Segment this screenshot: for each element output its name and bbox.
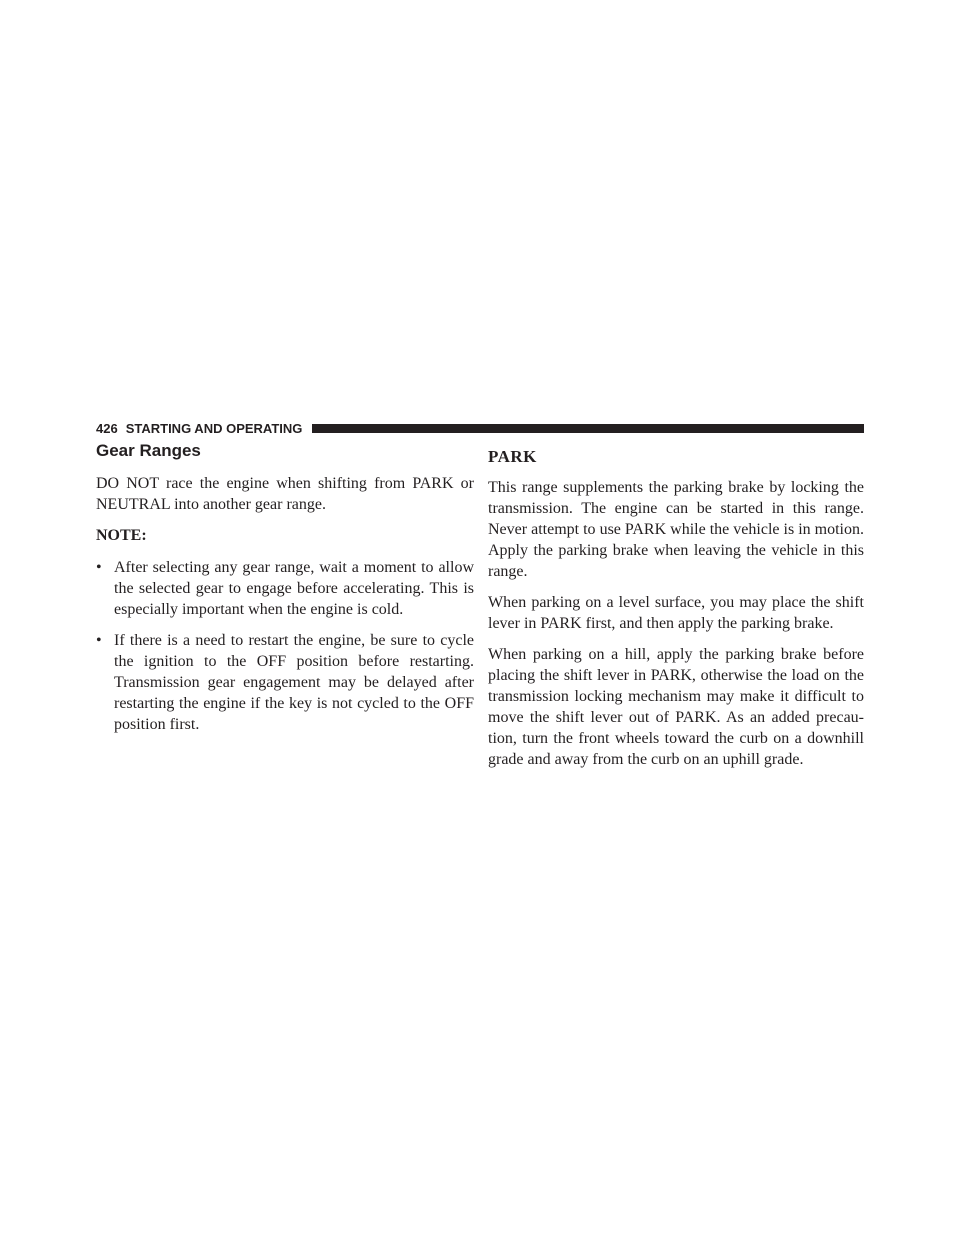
list-item — [96, 557, 474, 620]
bullet-icon: • — [96, 559, 102, 576]
page-header — [96, 420, 864, 436]
list-item — [96, 630, 474, 735]
right-column — [488, 436, 864, 780]
park-paragraph: When parking on a level surface, you may place the shift lever in PARK first, and then apply the parking brake. — [488, 594, 864, 632]
page-number: 426 — [96, 420, 118, 436]
list-item-text: If there is a need to restart the engine, be sure to cycle the ignition to the OFF position before restarting. Transmission gear engagement may be delayed after restarting the engine if the key is not cycled to the OFF position first. — [114, 632, 474, 733]
note-label: NOTE: — [96, 527, 147, 544]
left-column — [96, 436, 474, 745]
section-title: STARTING AND OPERATING — [125, 420, 303, 436]
bullet-icon: • — [96, 632, 102, 649]
gear-ranges-heading: Gear Ranges — [96, 441, 201, 460]
note-list — [96, 557, 474, 735]
park-heading: PARK — [488, 447, 537, 466]
list-item-text: After selecting any gear range, wait a moment to allow the selected gear to engage before accelerating. This is especially important when the engine is cold. — [114, 559, 474, 618]
park-paragraph: When parking on a hill, apply the parking brake before placing the shift lever in PARK, otherwise the load on the transmission locking mechanism may make it difficult to move the shift lever out of PARK. As an added precau-tion, turn the front wheels toward the curb on a downhill grade and away from the curb on an uphill grade. — [488, 646, 864, 768]
header-rule — [312, 424, 864, 433]
park-paragraph: This range supplements the parking brake by locking the transmission. The engine can be started in this range. Never attempt to use PARK while the vehicle is in motion. Apply the parking brake when leaving the vehicle in this range. — [488, 479, 864, 580]
intro-paragraph: DO NOT race the engine when shifting from PARK or NEUTRAL into another gear range. — [96, 475, 474, 513]
